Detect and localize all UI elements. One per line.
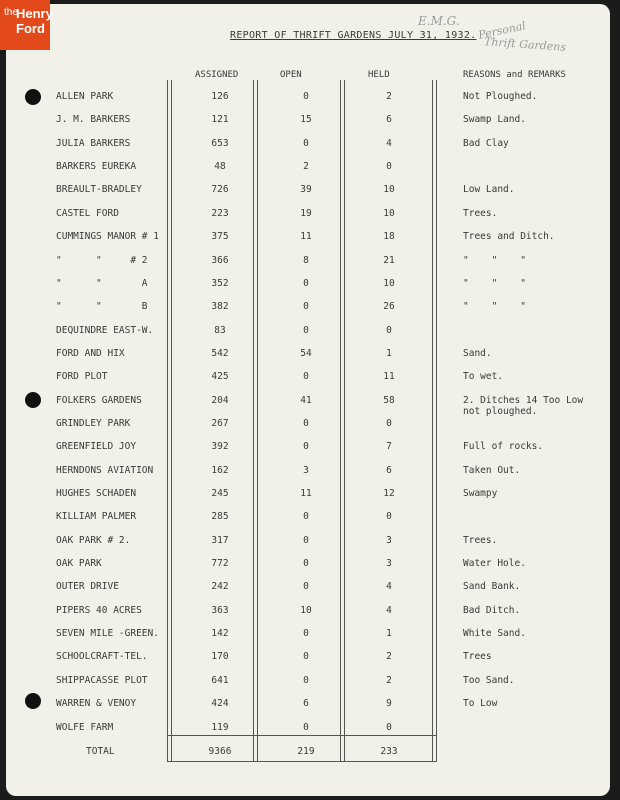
garden-name: OUTER DRIVE [56,581,119,593]
remarks-text: " " " [463,254,526,266]
open-count: 8 [303,254,309,266]
open-count: 0 [303,651,309,663]
remarks-text: Low Land. [463,184,515,196]
open-count: 0 [303,721,309,733]
table-row [0,698,620,714]
total-assigned: 9366 [208,746,232,757]
garden-name: " " # 2 [56,254,148,266]
table-row [0,558,620,574]
table-row [0,138,620,154]
garden-name: WARREN & VENOY [56,698,137,710]
open-count: 0 [303,534,309,546]
remarks-text: To wet. [463,371,504,383]
handwritten-initials: E.M.G. [418,14,460,28]
garden-name: WOLFE FARM [56,721,114,733]
table-row [0,651,620,667]
assigned-count: 48 [214,161,226,173]
remarks-text-continued: not ploughed. [463,405,538,417]
garden-name: GRINDLEY PARK [56,417,131,429]
table-row [0,208,620,224]
assigned-count: 352 [211,277,229,289]
remarks-text: Too Sand. [463,674,515,686]
header-open: OPEN [280,70,302,80]
handwritten-note-personal: Personal [477,19,527,42]
assigned-count: 641 [211,674,229,686]
garden-name: BREAULT-BRADLEY [56,184,142,196]
total-held: 233 [380,746,398,757]
logo-text-henry: Henry [16,6,53,21]
open-count: 0 [303,91,309,102]
table-row [0,511,620,527]
assigned-count: 142 [211,628,229,640]
open-count: 0 [303,674,309,686]
remarks-text: Water Hole. [463,558,526,569]
held-count: 6 [386,114,392,126]
garden-name: JULIA BARKERS [56,137,131,149]
open-count: 54 [300,347,312,359]
held-count: 2 [386,91,392,102]
held-count: 9 [386,698,392,710]
held-count: 2 [386,674,392,686]
assigned-count: 83 [214,324,226,336]
open-count: 0 [303,324,309,336]
held-count: 58 [383,394,395,406]
punch-hole-top [25,89,41,105]
remarks-text: Sand Bank. [463,581,521,593]
held-count: 2 [386,651,392,663]
garden-name: ALLEN PARK [56,91,114,102]
remarks-text: Trees and Ditch. [463,231,555,243]
held-count: 18 [383,231,395,243]
remarks-text: Not Ploughed. [463,91,538,102]
garden-name: BARKERS EUREKA [56,161,137,173]
held-count: 11 [383,371,395,383]
assigned-count: 366 [211,254,229,266]
held-count: 21 [383,254,395,266]
held-count: 4 [386,137,392,149]
punch-hole-middle [25,392,41,408]
open-count: 15 [300,114,312,126]
table-row [0,301,620,317]
table-row [0,535,620,551]
assigned-count: 363 [211,604,229,616]
total-label: TOTAL [86,746,115,757]
open-count: 6 [303,698,309,710]
held-count: 0 [386,417,392,429]
remarks-text: Taken Out. [463,464,521,476]
remarks-text: Bad Ditch. [463,604,521,616]
total-open: 219 [297,746,315,757]
open-count: 0 [303,581,309,593]
open-count: 3 [303,464,309,476]
held-count: 4 [386,581,392,593]
logo-text-the: the [4,7,18,18]
open-count: 0 [303,441,309,453]
table-row [0,581,620,597]
report-title: REPORT OF THRIFT GARDENS JULY 31, 1932. [230,30,477,41]
table-row [0,394,620,417]
assigned-count: 392 [211,441,229,453]
garden-name: GREENFIELD JOY [56,441,137,453]
table-row [0,628,620,644]
held-count: 0 [386,324,392,336]
assigned-count: 772 [211,558,229,569]
garden-name: FOLKERS GARDENS [56,394,142,406]
assigned-count: 245 [211,488,229,499]
table-row [0,255,620,271]
remarks-text: Full of rocks. [463,441,544,453]
table-row [0,231,620,247]
table-row [0,418,620,434]
assigned-count: 267 [211,417,229,429]
garden-name: SEVEN MILE -GREEN. [56,628,159,640]
punch-hole-bottom [25,693,41,709]
garden-name: OAK PARK # 2. [56,534,131,546]
open-count: 11 [300,488,312,499]
garden-name: FORD PLOT [56,371,108,383]
assigned-count: 425 [211,371,229,383]
assigned-count: 542 [211,347,229,359]
open-count: 10 [300,604,312,616]
open-count: 0 [303,558,309,569]
table-row [0,605,620,621]
held-count: 7 [386,441,392,453]
open-count: 2 [303,161,309,173]
open-count: 0 [303,371,309,383]
held-count: 10 [383,184,395,196]
held-count: 3 [386,534,392,546]
garden-name: OAK PARK [56,558,102,569]
table-row [0,184,620,200]
remarks-text: Trees. [463,207,498,219]
garden-name: " " A [56,277,148,289]
held-count: 0 [386,721,392,733]
garden-name: J. M. BARKERS [56,114,131,126]
table-row [0,675,620,691]
assigned-count: 204 [211,394,229,406]
remarks-text: Trees [463,651,492,663]
assigned-count: 726 [211,184,229,196]
assigned-count: 119 [211,721,229,733]
assigned-count: 223 [211,207,229,219]
assigned-count: 285 [211,511,229,523]
garden-name: SCHOOLCRAFT-TEL. [56,651,148,663]
held-count: 12 [383,488,395,499]
remarks-text: To Low [463,698,498,710]
open-count: 19 [300,207,312,219]
garden-name: SHIPPACASSE PLOT [56,674,148,686]
logo-text-ford: Ford [16,21,45,36]
garden-name: CASTEL FORD [56,207,119,219]
garden-name: KILLIAM PALMER [56,511,137,523]
garden-name: HERNDONS AVIATION [56,464,154,476]
garden-name: CUMMINGS MANOR # 1 [56,231,159,243]
garden-name: DEQUINDRE EAST-W. [56,324,154,336]
garden-name: HUGHES SCHADEN [56,488,137,499]
assigned-count: 382 [211,301,229,313]
held-count: 1 [386,628,392,640]
henry-ford-logo [0,0,53,50]
header-held: HELD [368,70,390,80]
assigned-count: 170 [211,651,229,663]
open-count: 0 [303,277,309,289]
remarks-text: White Sand. [463,628,526,640]
table-row [0,91,620,107]
total-row [0,746,620,762]
handwritten-note-thrift-gardens: Thrift Gardens [483,35,567,54]
held-count: 4 [386,604,392,616]
assigned-count: 424 [211,698,229,710]
held-count: 10 [383,207,395,219]
assigned-count: 126 [211,91,229,102]
table-row [0,465,620,481]
open-count: 0 [303,137,309,149]
assigned-count: 653 [211,137,229,149]
held-count: 0 [386,511,392,523]
remarks-text: " " " [463,277,526,289]
assigned-count: 375 [211,231,229,243]
open-count: 0 [303,301,309,313]
table-row [0,325,620,341]
open-count: 0 [303,417,309,429]
assigned-count: 317 [211,534,229,546]
remarks-text: Swamp Land. [463,114,526,126]
held-count: 10 [383,277,395,289]
open-count: 41 [300,394,312,406]
remarks-text: Swampy [463,488,498,499]
held-count: 6 [386,464,392,476]
table-row [0,441,620,457]
remarks-text: " " " [463,301,526,313]
garden-name: " " B [56,301,148,313]
table-row [0,114,620,130]
open-count: 39 [300,184,312,196]
table-row [0,161,620,177]
assigned-count: 162 [211,464,229,476]
table-row [0,348,620,364]
garden-name: FORD AND HIX [56,347,125,359]
remarks-text: Sand. [463,347,492,359]
open-count: 0 [303,628,309,640]
assigned-count: 242 [211,581,229,593]
open-count: 0 [303,511,309,523]
remarks-text: Bad Clay [463,137,509,149]
remarks-text: Trees. [463,534,498,546]
held-count: 26 [383,301,395,313]
table-row [0,488,620,504]
open-count: 11 [300,231,312,243]
header-remarks: REASONS and REMARKS [463,70,566,80]
assigned-count: 121 [211,114,229,126]
held-count: 3 [386,558,392,569]
header-assigned: ASSIGNED [195,70,239,80]
garden-name: PIPERS 40 ACRES [56,604,142,616]
held-count: 1 [386,347,392,359]
table-row [0,371,620,387]
table-row [0,278,620,294]
table-row [0,722,620,738]
held-count: 0 [386,161,392,173]
remarks-text: 2. Ditches 14 Too Low [463,394,584,406]
